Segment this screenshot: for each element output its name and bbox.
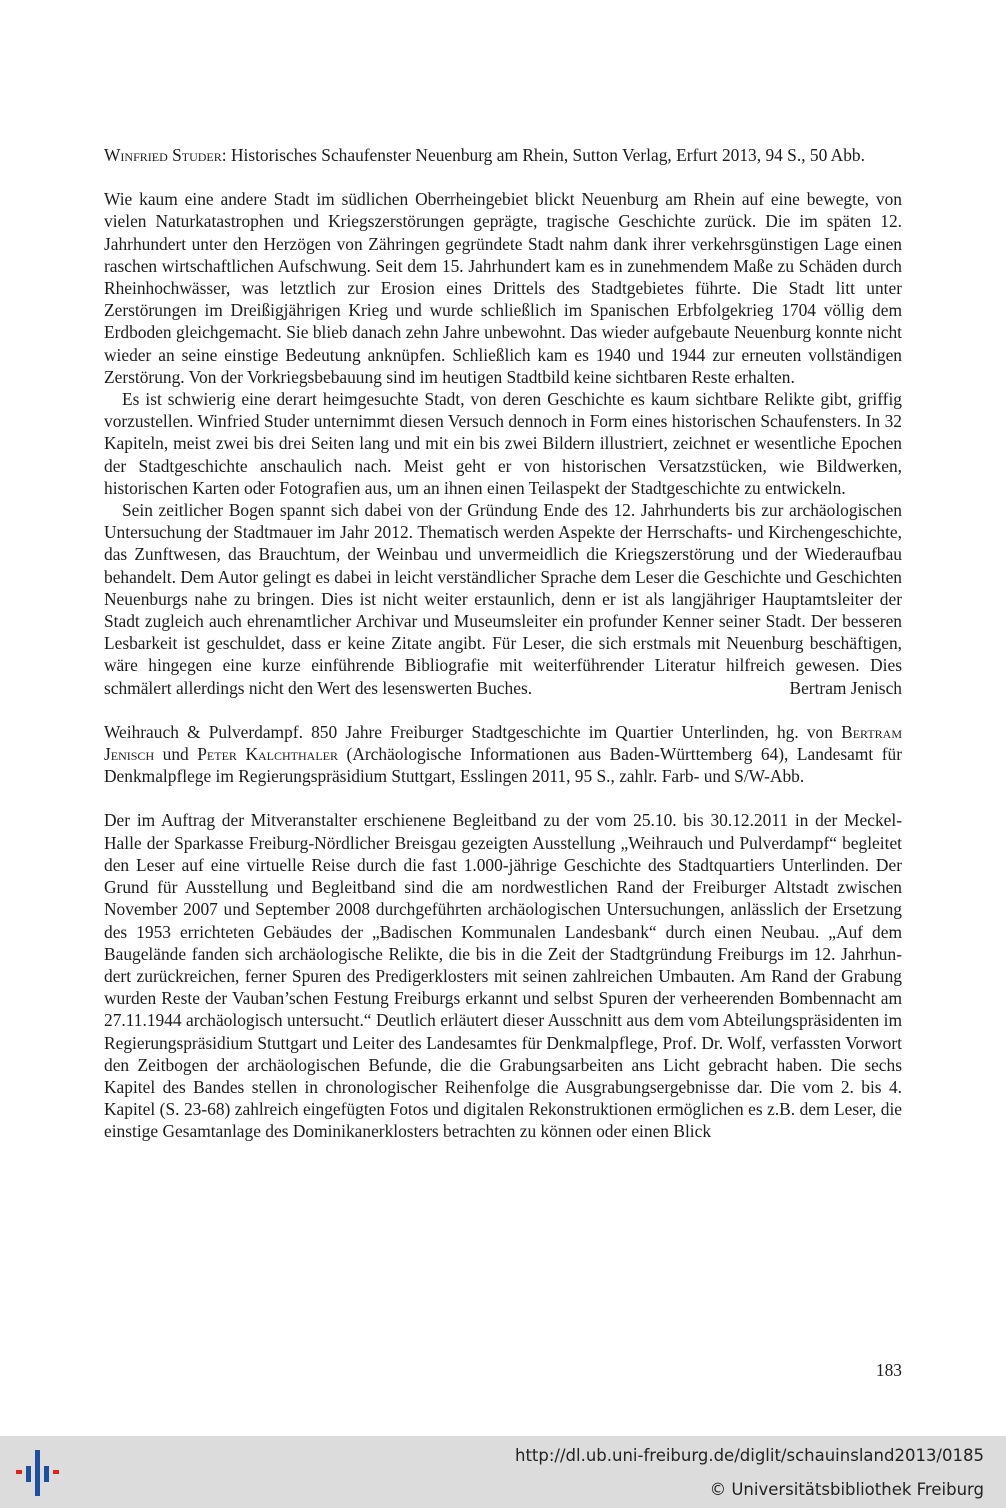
review-paragraph: Der im Auftrag der Mitveranstalter erschienene Begleitband zu der vom 25.10. bis 30.12.2011 in der Meckel-Halle der Sparkasse Freiburg-Nördlicher Breisgau gezeigten Ausstellung „Weihrauch und Pulverdampf“ begleitet den Leser auf eine virtuelle Reise durch die fast 1.000-jährige Geschichte des Stadtquartiers Unterlinden. Der Grund für Ausstellung und Begleitband sind die am nordwestlichen Rand der Freiburger Altstadt zwischen November 2007 und September 2008 durchgeführten archäologischen Untersuchungen, anlässlich der Ersetzung des 1953 errichteten Gebäudes der „Badischen Kommunalen Landesbank“ durch einen Neubau. „Auf dem Baugelände fanden sich archäologische Relikte, die bis in die Zeit der Stadtgründung Freiburgs im 12. Jahrhundert zurückreichen, ferner Spuren des Predigerklosters mit seinen zahlreichen Umbauten. Am Rand der Grabung wurden Reste der Vauban’schen Festung Freiburgs erkannt und selbst Spuren der verheerenden Bombennacht am 27.11.1944 archäologisch untersucht.“ Deutlich erläutert dieser Ausschnitt aus dem vom Abteilungspräsidenten im Regierungspräsidium Stuttgart und Leiter des Landesamtes für Denkmalpflege, Prof. Dr. Wolf, verfassten Vorwort den Zeitbogen der archäologischen Befunde, die die Grabungsarbeiten ans Licht gebracht haben. Die sechs Kapitel des Bandes stellen in chronologischer Reihenfolge die Ausgrabungsergebnisse dar. Die vom 2. bis 4. Kapitel (S. 23-68) zahlreich eingefügten Fotos und digitalen Rekonstruktionen ermöglichen es z.B. dem Leser, die einstige Gesamtanlage des Dominikanerklosters betrachten zu können oder einen Blick [104, 810, 902, 1142]
library-logo-icon [14, 1450, 64, 1496]
page-number: 183 [875, 1360, 902, 1380]
page-text [104, 144, 902, 1143]
permalink-url-link[interactable]: http://dl.ub.uni-freiburg.de/diglit/schauinsland2013/0185 [514, 1446, 984, 1465]
review-citation [104, 721, 902, 788]
citation-details: (Archäologische Informationen aus Baden-Württemberg 64), Landesamt für Denkmalpflege im Regierungspräsidium Stuttgart, Esslingen 2011, 95 S., zahlr. Farb- und S/W-Abb. [104, 744, 902, 787]
review-citation [104, 144, 902, 166]
review-paragraph: Wie kaum eine andere Stadt im südlichen Oberrheingebiet blickt Neuenburg am Rhein auf eine bewegte, von vielen Naturkatastrophen und Kriegszerstörungen geprägte, tragische Geschichte zurück. Die im späten 12. Jahrhundert unter den Herzögen von Zähringen gegründete Stadt nahm dank ihrer verkehrsgünstigen Lage einen raschen wirtschaftlichen Aufschwung. Seit dem 15. Jahrhundert kam es in zunehmendem Maße zu Schäden durch Rheinhochwässer, was letztlich zur Erosion eines Drittels des Stadtgebietes führte. Die Stadt litt unter Zerstörungen im Dreißigjährigen Krieg und wurde schließlich im Spanischen Erbfolgekrieg 1704 völlig dem Erdboden gleichgemacht. Sie blieb danach zehn Jahre unbewohnt. Das wieder aufgebaute Neuenburg konnte nicht wieder an seine einstige Bedeutung anknüpfen. Schließlich kam es 1940 und 1944 zur erneuten vollständigen Zerstörung. Von der Vorkriegsbebauung sind im heutigen Stadtbild keine sichtbaren Reste erhalten. [104, 189, 902, 387]
review-paragraph: Es ist schwierig eine derart heimgesuchte Stadt, von deren Geschichte es kaum sichtbare Relikte gibt, griffig vorzustellen. Winfried Studer unternimmt diesen Versuch dennoch in Form eines historischen Schaufensters. In 32 Kapiteln, meist zwei bis drei Seiten lang und mit ein bis zwei Bildern illustriert, zeichnet er wesentliche Epochen der Stadtgeschichte anschaulich nach. Meist geht er von historischen Versatzstücken, wie Bildwerken, historischen Karten oder Fotografien aus, um an ihnen einen Teilaspekt der Stadtgeschichte zu entwickeln. [104, 389, 902, 498]
reviewer-signature: Bertram Jenisch [789, 677, 902, 698]
citation-conjunction: und [154, 744, 198, 765]
citation-title: Weihrauch & Pulverdampf. 850 Jahre Freiburger Stadtgeschichte im Quartier Unterlinden, hg. von [104, 721, 842, 742]
editor-name: Bertram Jenisch [104, 721, 902, 765]
copyright-text: © Universitätsbibliothek Freiburg [709, 1480, 984, 1499]
citation-text: : Historisches Schaufenster Neuenburg am Rhein, Sutton Verlag, Erfurt 2013, 94 S., 50 Abb. [221, 145, 865, 165]
review-paragraph-last [104, 499, 902, 699]
review-author: Winfried Studer [104, 145, 222, 165]
paragraph-text: Sein zeitlicher Bogen spannt sich dabei von der Gründung Ende des 12. Jahrhunderts bis zur archäologischen Untersuchung der Stadtmauer im Jahr 2012. Thematisch werden Aspekte der Herrschafts- und Kirchengeschichte, das Zunftwesen, das Brauchtum, der Weinbau und unvermeidlich die Kriegszerstörung und der Wiederaufbau behandelt. Dem Autor gelingt es dabei in leicht verständlicher Sprache dem Leser die Geschichte und Geschichten Neuenburgs nahe zu bringen. Dies ist nicht weiter erstaunlich, denn er ist als langjähriger Hauptamtsleiter der Stadt zugleich auch ehrenamtlicher Archivar und Museumsleiter ein profunder Kenner seiner Stadt. Der besseren Lesbarkeit ist geschuldet, dass er keine Zitate angibt. Für Leser, die sich erstmals mit Neuenburg beschäftigen, wäre hingegen eine kurze einführende Bibliografie mit weiterführender Literatur hilfreich gewesen. Dies schmälert allerdings nicht den Wert des lesenswerten Buches. [104, 500, 902, 698]
footer-bar [0, 1436, 1006, 1508]
editor-name: Peter Kalchthaler [197, 744, 338, 765]
